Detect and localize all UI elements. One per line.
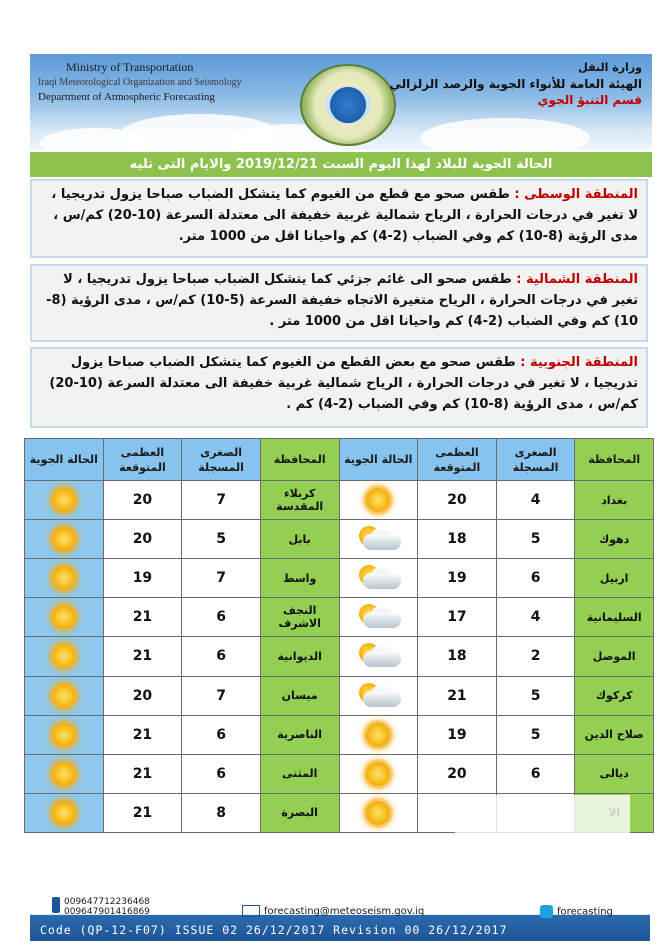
max-temp-cell: 20 <box>103 676 182 715</box>
weather-cell <box>25 637 104 676</box>
min-temp-cell: 6 <box>182 598 261 637</box>
min-temp-cell: 7 <box>182 676 261 715</box>
header-max: العظمى المتوقعة <box>103 439 182 481</box>
organization-name-en: Iraqi Meteorological Organization and Seismology <box>38 77 242 88</box>
governorate-cell: صلاح الدين <box>575 715 654 754</box>
weather-cell <box>339 754 418 793</box>
sun-icon <box>52 644 76 668</box>
max-temp-cell: 20 <box>418 481 497 520</box>
max-temp-cell: 19 <box>418 559 497 598</box>
weather-cell <box>25 598 104 637</box>
header-governorate: المحافظة <box>260 439 339 481</box>
weather-cell <box>25 481 104 520</box>
sun-icon <box>52 605 76 629</box>
governorate-cell: الموصل <box>575 637 654 676</box>
organization-logo <box>300 64 396 146</box>
governorate-cell: ميسان <box>260 676 339 715</box>
min-temp-cell: 6 <box>182 637 261 676</box>
header-max: العظمى المتوقعة <box>418 439 497 481</box>
partly-cloudy-icon <box>353 681 403 711</box>
governorate-cell: النجف الاشرف <box>260 598 339 637</box>
sun-icon <box>366 762 390 786</box>
ministry-name-en: Ministry of Transportation <box>66 60 194 74</box>
min-temp-cell: 8 <box>182 793 261 832</box>
sun-icon <box>52 566 76 590</box>
weather-cell <box>339 598 418 637</box>
region-name: المنطقة الوسطى : <box>514 187 638 202</box>
max-temp-cell: 21 <box>103 754 182 793</box>
department-name-ar: قسم التنبؤ الجوي <box>537 93 642 107</box>
table-row <box>25 637 654 676</box>
sun-icon <box>366 488 390 512</box>
governorate-cell: الديوانية <box>260 637 339 676</box>
partly-cloudy-icon <box>353 524 403 554</box>
phone-number: 009647712236468 <box>64 897 150 907</box>
min-temp-cell: 4 <box>496 598 575 637</box>
min-temp-cell: 6 <box>182 754 261 793</box>
governorate-cell: كربلاء المقدسة <box>260 481 339 520</box>
table-row <box>25 598 654 637</box>
cloud-decoration <box>40 128 150 150</box>
table-row <box>25 715 654 754</box>
min-temp-cell: 5 <box>182 520 261 559</box>
partly-cloudy-icon <box>353 563 403 593</box>
region-text: طقس صحو الى غائم جزئي كما يتشكل الضباب صباحا يزول تدريجيا ، لا تغير في درجات الحرارة ، الرياح متغيرة الاتجاه خفيفة السرعة (5-10) كم/س ، مدى الرؤية (8-10) كم وفي الضباب (2-4) كم واحيانا اقل من 1000 متر . <box>46 272 638 329</box>
governorate-cell: بغداد <box>575 481 654 520</box>
region-text: طقس صحو مع بعض القطع من الغيوم كما يتشكل الضباب صباحا يزول تدريجيا ، لا تغير في درجات الحرارة ، الرياح شمالية غربية خفيفة الى معتدلة السرعة (10-20) كم/س ، مدى الرؤية (8-10) كم وفي الضباب (2-4) كم . <box>49 355 638 412</box>
min-temp-cell: 4 <box>496 481 575 520</box>
document-code: Code (QP-12-F07) ISSUE 02 26/12/2017 Revision 00 26/12/2017 <box>40 923 508 937</box>
weather-cell <box>25 520 104 559</box>
max-temp-cell: 18 <box>418 520 497 559</box>
email-icon <box>242 905 260 917</box>
governorate-cell: واسط <box>260 559 339 598</box>
min-temp-cell: 5 <box>496 520 575 559</box>
organization-name-ar: الهيئة العامة للأنواء الجوية والرصد الزلزالي <box>389 77 642 91</box>
weather-cell <box>339 715 418 754</box>
min-temp-cell: 6 <box>182 715 261 754</box>
min-temp-cell: 5 <box>496 676 575 715</box>
governorate-cell: بابل <box>260 520 339 559</box>
governorate-cell: دهوك <box>575 520 654 559</box>
weather-cell <box>339 793 418 832</box>
weather-cell <box>339 481 418 520</box>
footer-bar <box>30 893 650 941</box>
sun-icon <box>52 488 76 512</box>
sun-icon <box>52 684 76 708</box>
region-name: المنطقة الشمالية : <box>516 272 638 287</box>
header-weather: الحالة الجوية <box>25 439 104 481</box>
max-temp-cell: 17 <box>418 598 497 637</box>
governorate-cell: السليمانية <box>575 598 654 637</box>
ministry-english-block <box>38 60 242 105</box>
phone-number: 009647901416869 <box>64 907 150 917</box>
header-min: الصغرى المسجلة <box>182 439 261 481</box>
min-temp-cell: 6 <box>496 754 575 793</box>
department-name-en: Department of Atmospheric Forecasting <box>38 91 215 103</box>
max-temp-cell: 19 <box>103 559 182 598</box>
sun-icon <box>52 527 76 551</box>
ministry-name-ar: وزارة النقل <box>578 61 642 74</box>
region-south <box>30 347 648 428</box>
phone-block <box>52 897 150 917</box>
weather-cell <box>25 676 104 715</box>
phone-icon <box>52 897 60 913</box>
max-temp-cell: 19 <box>418 715 497 754</box>
governorate-cell: اربيل <box>575 559 654 598</box>
partly-cloudy-icon <box>353 641 403 671</box>
watermark-overlay <box>455 795 630 855</box>
max-temp-cell: 20 <box>103 481 182 520</box>
header-weather: الحالة الجوية <box>339 439 418 481</box>
governorate-cell: المثنى <box>260 754 339 793</box>
weather-cell <box>339 637 418 676</box>
skype-name: forecasting <box>557 906 613 918</box>
weather-cell <box>25 559 104 598</box>
sun-icon <box>366 801 390 825</box>
table-header-row <box>25 439 654 481</box>
region-central <box>30 179 648 258</box>
max-temp-cell: 20 <box>418 754 497 793</box>
region-text: طقس صحو مع قطع من الغيوم كما يتشكل الضباب صباحا يزول تدريجيا ، لا تغير في درجات الحرارة ، الرياح شمالية غربية خفيفة الى معتدلة السرعة (10-20) كم/س ، مدى الرؤية (8-10) كم وفي الضباب (2-4) كم واحيانا اقل من 1000 متر. <box>51 187 638 244</box>
weather-cell <box>339 676 418 715</box>
weather-cell <box>25 715 104 754</box>
sun-icon <box>52 723 76 747</box>
header-banner <box>30 54 652 150</box>
max-temp-cell: 18 <box>418 637 497 676</box>
sun-icon <box>52 762 76 786</box>
table-row <box>25 754 654 793</box>
skype-icon <box>540 905 553 918</box>
max-temp-cell: 21 <box>103 715 182 754</box>
weather-cell <box>339 559 418 598</box>
partly-cloudy-icon <box>353 602 403 632</box>
sun-icon <box>52 801 76 825</box>
governorate-cell: كركوك <box>575 676 654 715</box>
min-temp-cell: 7 <box>182 481 261 520</box>
sun-icon <box>366 723 390 747</box>
ministry-arabic-block <box>390 60 642 108</box>
table-row <box>25 676 654 715</box>
cloud-decoration <box>420 118 590 150</box>
forecast-table <box>24 438 654 833</box>
weather-cell <box>25 793 104 832</box>
header-governorate: المحافظة <box>575 439 654 481</box>
forecast-title: الحالة الجوية للبلاد لهذا اليوم السبت 2019/12/21 والايام التى تليه <box>30 152 652 177</box>
email-block <box>242 905 424 917</box>
min-temp-cell: 5 <box>496 715 575 754</box>
weather-cell <box>339 520 418 559</box>
governorate-cell: ديالى <box>575 754 654 793</box>
governorate-cell: الناصرية <box>260 715 339 754</box>
header-min: الصغرى المسجلة <box>496 439 575 481</box>
region-north <box>30 264 648 342</box>
max-temp-cell: 20 <box>103 520 182 559</box>
table-row <box>25 481 654 520</box>
skype-block <box>540 905 613 918</box>
max-temp-cell: 21 <box>418 676 497 715</box>
max-temp-cell: 21 <box>103 598 182 637</box>
governorate-cell: البصرة <box>260 793 339 832</box>
table-row <box>25 559 654 598</box>
min-temp-cell: 2 <box>496 637 575 676</box>
min-temp-cell: 6 <box>496 559 575 598</box>
weather-cell <box>25 754 104 793</box>
table-row <box>25 520 654 559</box>
region-name: المنطقة الجنوبية : <box>520 355 638 370</box>
max-temp-cell: 21 <box>103 793 182 832</box>
email-address: forecasting@meteoseism.gov.iq <box>264 906 425 917</box>
max-temp-cell: 21 <box>103 637 182 676</box>
min-temp-cell: 7 <box>182 559 261 598</box>
